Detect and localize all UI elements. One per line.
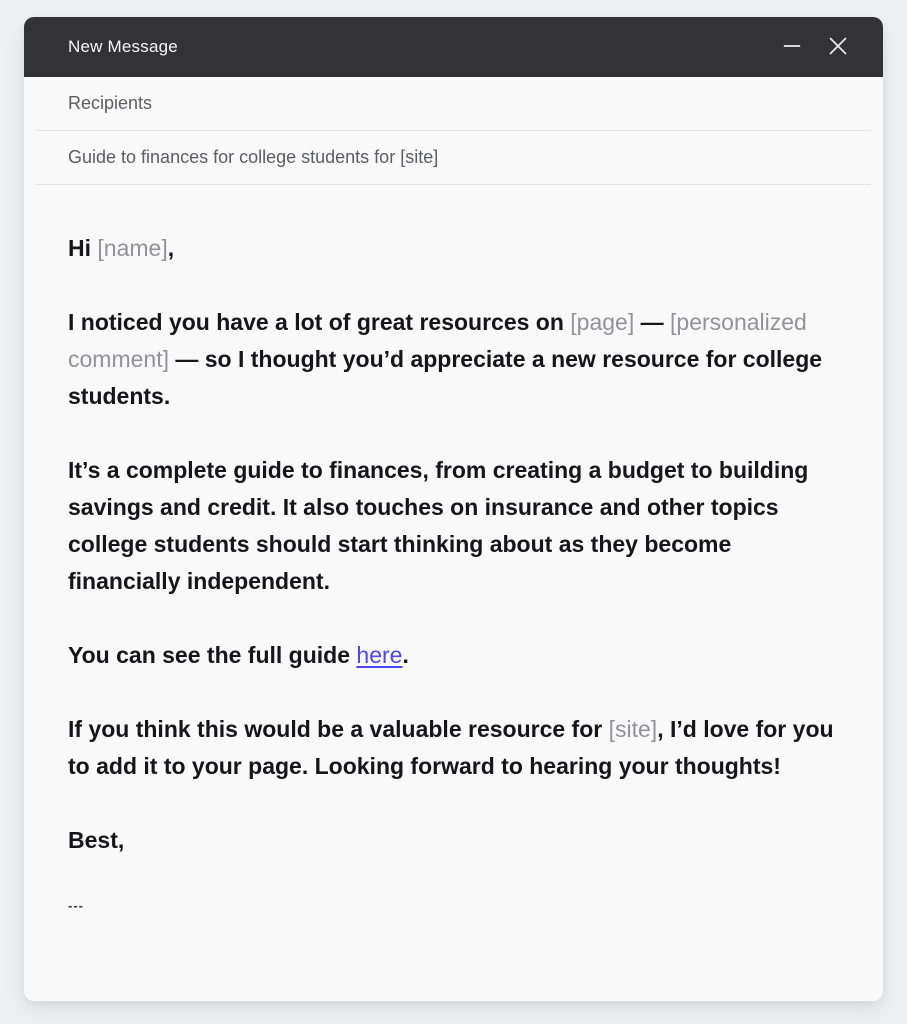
close-button[interactable] [823, 32, 853, 62]
personalized-comment-placeholder: [personalized comment] [68, 309, 807, 372]
window-controls [777, 32, 853, 62]
window-title: New Message [68, 37, 178, 56]
subject-row [24, 131, 883, 184]
message-body-editor[interactable] [24, 185, 883, 912]
signature-separator: --- [68, 898, 84, 913]
recipients-input[interactable] [68, 93, 839, 114]
minimize-button[interactable] [777, 32, 807, 62]
guide-here-link[interactable]: here [356, 642, 403, 668]
page-placeholder: [page] [570, 309, 635, 335]
name-placeholder: [name] [97, 235, 168, 261]
greeting-text: Hi [68, 235, 98, 261]
new-message-window [24, 17, 883, 1001]
recipients-row [24, 77, 883, 130]
site-placeholder: [site] [608, 716, 658, 742]
guide-description-paragraph: It’s a complete guide to finances, from creating a budget to building savings and credit. It also touches on insurance and other topics college students should start thinking about as they become financially independent. [68, 457, 809, 594]
cta-text-1: If you think this would be a valuable resource for [68, 716, 609, 742]
intro-paragraph [68, 304, 839, 415]
cta-text-2: , I’d love for you to add it to your page. Looking forward to hearing your thoughts! [68, 716, 834, 779]
intro-text-1: I noticed you have a lot of great resources on [68, 309, 571, 335]
link-lead-text: You can see the full guide [68, 642, 357, 668]
titlebar[interactable] [24, 17, 883, 77]
closing-paragraph: Best, [68, 827, 125, 853]
minimize-icon [782, 36, 802, 59]
intro-dash-1: — [634, 309, 671, 335]
greeting-comma: , [167, 235, 175, 261]
close-icon [827, 35, 849, 60]
subject-input[interactable] [68, 147, 839, 168]
link-trail-text: . [402, 642, 409, 668]
call-to-action-paragraph [68, 711, 839, 785]
intro-text-2: — so I thought you’d appreciate a new resource for college students. [68, 346, 823, 409]
greeting-paragraph [68, 230, 839, 267]
guide-link-paragraph [68, 637, 839, 674]
